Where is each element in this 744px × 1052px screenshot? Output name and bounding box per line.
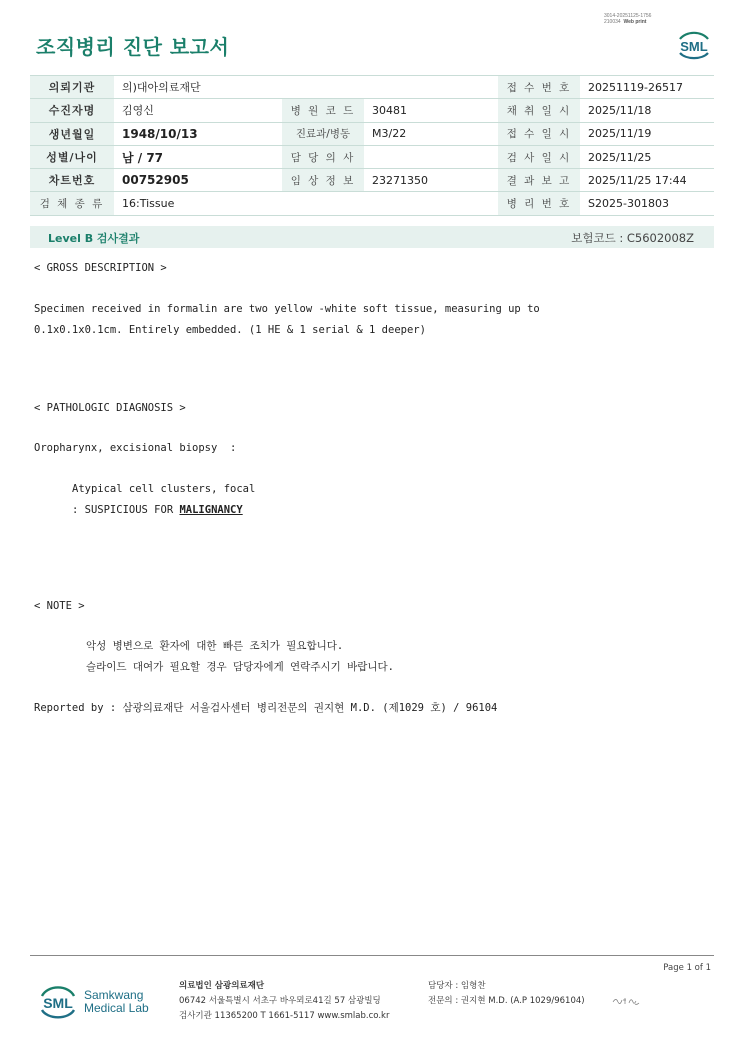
label-pathology-number: 병 리 번 호 (498, 192, 580, 215)
value-birth-date: 1948/10/13 (114, 122, 282, 145)
value-received-date: 2025/11/19 (580, 122, 714, 145)
label-exam-date: 검 사 일 시 (498, 145, 580, 168)
print-meta (604, 13, 651, 25)
footer-manager: 담당자 : 임형찬 (428, 981, 486, 991)
label-result-report: 결 과 보 고 (498, 169, 580, 192)
footer-contact: 검사기관 11365200 T 1661-5117 www.smlab.co.kr (179, 1011, 390, 1021)
value-requesting-institution: 의)대아의료재단 (114, 76, 498, 99)
sml-footer-logo-icon (36, 980, 80, 1024)
diagnosis-conclusion-prefix: : SUSPICIOUS FOR (72, 504, 180, 516)
value-specimen-type: 16:Tissue (114, 192, 498, 215)
level-label: Level B 검사결과 (48, 232, 140, 245)
value-collection-date: 2025/11/18 (580, 99, 714, 122)
reported-by: Reported by : 삼광의료재단 서울검사센터 병리전문의 권지현 M.D. (제1029 호) / 96104 (34, 702, 498, 714)
gross-line-2: 0.1x0.1x0.1cm. Entirely embedded. (1 HE & 1 serial & 1 deeper) (34, 324, 426, 336)
footer-org: 의료법인 삼광의료재단 (179, 981, 265, 991)
value-department: M3/22 (364, 122, 498, 145)
brand-name (84, 989, 149, 1015)
result-level-bar (30, 226, 714, 248)
note-line-1: 악성 병변으로 환자에 대한 빠른 조치가 필요합니다. (86, 640, 344, 652)
gross-line-1: Specimen received in formalin are two yellow -white soft tissue, measuring up to (34, 303, 540, 315)
value-chart-number: 00752905 (114, 169, 282, 192)
patient-info-table (30, 75, 714, 216)
label-sex-age: 성별/나이 (30, 145, 114, 168)
diagnosis-malignancy: MALIGNANCY (179, 504, 243, 516)
footer-address: 06742 서울특별시 서초구 바우뫼로41길 57 삼광빌딩 (179, 996, 381, 1006)
info-row (30, 169, 714, 192)
info-row (30, 76, 714, 99)
report-title: 조직병리 진단 보고서 (36, 35, 230, 59)
gross-header: < GROSS DESCRIPTION > (34, 262, 167, 274)
value-hospital-code: 30481 (364, 99, 498, 122)
label-department: 진료과/병동 (282, 122, 364, 145)
diagnosis-header: < PATHOLOGIC DIAGNOSIS > (34, 402, 186, 414)
label-physician: 담 당 의 사 (282, 145, 364, 168)
label-specimen-type: 검 체 종 류 (30, 192, 114, 215)
label-clinical-info: 임 상 정 보 (282, 169, 364, 192)
value-pathology-number: S2025-301803 (580, 192, 714, 215)
label-requesting-institution: 의뢰기관 (30, 76, 114, 99)
signature-icon (611, 994, 641, 1008)
value-patient-name: 김영신 (114, 99, 282, 122)
print-meta-line1: 3014-20251125-1756 (604, 13, 652, 19)
footer-logo-text: SML (43, 995, 73, 1011)
info-row (30, 99, 714, 122)
print-meta-label: Web print (623, 19, 647, 25)
label-received-date: 접 수 일 시 (498, 122, 580, 145)
insurance-code: 보험코드 : C5602008Z (571, 231, 694, 245)
footer-staff-block (428, 979, 585, 1009)
footer-org-block (179, 979, 389, 1024)
brand-line-1: Samkwang (84, 988, 144, 1002)
diagnosis-conclusion (72, 500, 243, 521)
print-meta-line2 (604, 19, 651, 25)
note-line-2: 슬라이드 대여가 필요할 경우 담당자에게 연락주시기 바랍니다. (86, 661, 394, 673)
label-birth-date: 생년월일 (30, 122, 114, 145)
label-collection-date: 채 취 일 시 (498, 99, 580, 122)
footer-specialist: 전문의 : 권지현 M.D. (A.P 1029/96104) (428, 996, 585, 1006)
value-exam-date: 2025/11/25 (580, 145, 714, 168)
value-clinical-info: 23271350 (364, 169, 498, 192)
page-number: Page 1 of 1 (663, 963, 711, 973)
value-physician (364, 145, 498, 168)
diagnosis-site: Oropharynx, excisional biopsy : (34, 442, 237, 454)
value-sex-age: 남 / 77 (114, 145, 282, 168)
info-row (30, 192, 714, 215)
print-meta-code: 210034 (604, 19, 621, 25)
footer-divider (30, 955, 714, 956)
value-accession-number: 20251119-26517 (580, 76, 714, 99)
diagnosis-finding: Atypical cell clusters, focal (72, 483, 256, 495)
label-patient-name: 수진자명 (30, 99, 114, 122)
info-row (30, 145, 714, 168)
label-hospital-code: 병 원 코 드 (282, 99, 364, 122)
note-header: < NOTE > (34, 600, 85, 612)
info-row (30, 122, 714, 145)
brand-line-2: Medical Lab (84, 1001, 149, 1015)
logo-text: SML (680, 39, 708, 54)
value-result-report: 2025/11/25 17:44 (580, 169, 714, 192)
label-accession-number: 접 수 번 호 (498, 76, 580, 99)
label-chart-number: 차트번호 (30, 169, 114, 192)
sml-logo-icon (674, 27, 714, 63)
